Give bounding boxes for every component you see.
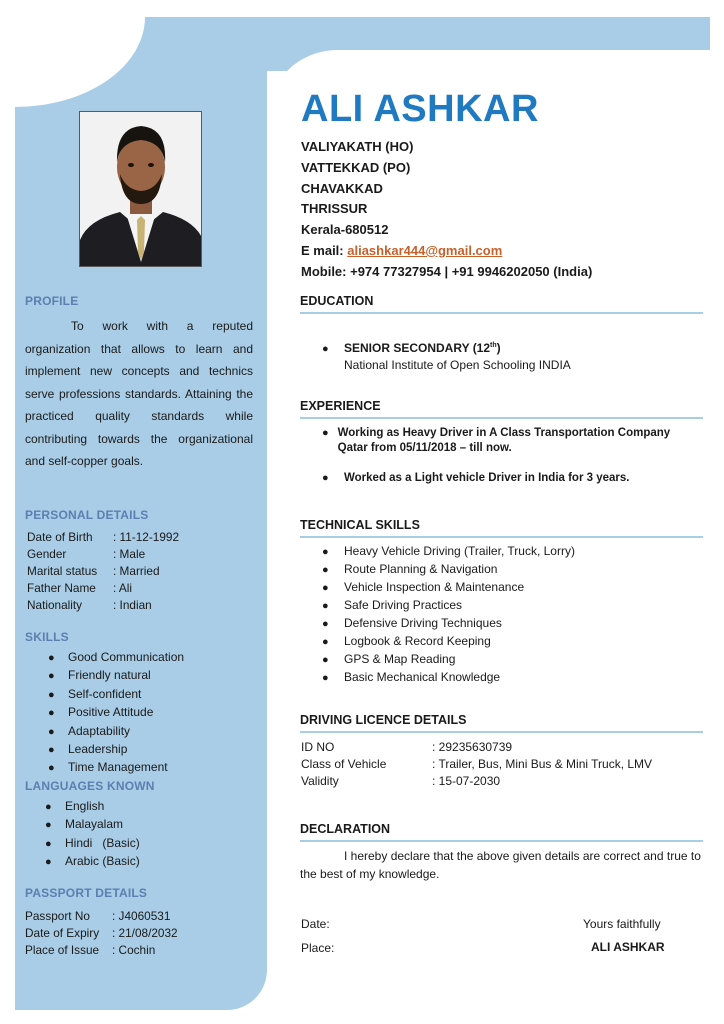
personal-value: : Male bbox=[113, 547, 146, 561]
technical-skills-heading: TECHNICAL SKILLS bbox=[300, 518, 703, 538]
licence-value: : 15-07-2030 bbox=[432, 774, 501, 788]
language-label: English bbox=[65, 799, 105, 813]
bullet-icon: ● bbox=[48, 725, 55, 738]
technical-skill: Logbook & Record Keeping bbox=[344, 634, 491, 648]
list-item bbox=[322, 337, 571, 374]
passport-row bbox=[25, 942, 178, 959]
skill-label: Adaptability bbox=[68, 723, 131, 738]
education-level-close: ) bbox=[496, 341, 501, 355]
skill-label: Leadership bbox=[68, 742, 128, 757]
list-item bbox=[322, 651, 575, 669]
personal-value: : 11-12-1992 bbox=[113, 530, 180, 544]
closing-text: Yours faithfully bbox=[583, 917, 661, 931]
email-line bbox=[301, 241, 592, 262]
personal-row bbox=[27, 546, 179, 563]
list-item bbox=[322, 579, 575, 597]
skill-label: Good Communication bbox=[68, 650, 185, 664]
list-item bbox=[322, 543, 575, 561]
education-heading: EDUCATION bbox=[300, 294, 703, 314]
list-item bbox=[45, 853, 140, 871]
licence-label: Class of Vehicle bbox=[301, 757, 387, 771]
licence-label: Validity bbox=[301, 774, 339, 788]
email-link[interactable]: aliashkar444@gmail.com bbox=[347, 242, 503, 258]
list-item bbox=[322, 633, 575, 651]
bullet-icon: ● bbox=[45, 819, 52, 832]
personal-row bbox=[27, 580, 179, 597]
skills-heading: SKILLS bbox=[25, 630, 69, 644]
list-item bbox=[48, 704, 184, 722]
address-line: CHAVAKKAD bbox=[301, 180, 383, 196]
list-item bbox=[45, 816, 140, 834]
education-institute: National Institute of Open Schooling INDIA bbox=[344, 358, 571, 372]
list-item bbox=[48, 741, 184, 759]
technical-skills-list bbox=[322, 543, 575, 687]
licence-value: : 29235630739 bbox=[432, 740, 513, 754]
experience-item: Worked as a Light vehicle Driver in India for 3 years. bbox=[344, 472, 630, 484]
skill-label: Time Management bbox=[68, 760, 168, 775]
licence-heading: DRIVING LICENCE DETAILS bbox=[300, 713, 703, 733]
candidate-name: ALI ASHKAR bbox=[301, 88, 539, 130]
technical-skill: Defensive Driving Techniques bbox=[344, 616, 502, 630]
personal-label: Date of Birth bbox=[27, 530, 93, 544]
declaration-text: I hereby declare that the above given details are correct and true to the best of my knowledge. bbox=[300, 849, 701, 881]
licence-value: : Trailer, Bus, Mini Bus & Mini Truck, LMV bbox=[432, 757, 653, 771]
language-label: Malayalam bbox=[65, 817, 124, 832]
personal-value: : Married bbox=[113, 564, 160, 578]
bullet-icon: ● bbox=[322, 672, 329, 684]
list-item bbox=[322, 426, 700, 456]
personal-details-table bbox=[27, 529, 179, 614]
bullet-icon: ● bbox=[48, 688, 55, 701]
declaration-heading: DECLARATION bbox=[300, 822, 703, 842]
address-line: VALIYAKATH (HO) bbox=[301, 139, 414, 154]
passport-heading: PASSPORT DETAILS bbox=[25, 886, 148, 900]
technical-skill: Route Planning & Navigation bbox=[344, 562, 498, 576]
list-item bbox=[322, 615, 575, 633]
licence-row bbox=[301, 773, 652, 790]
address-line: VATTEKKAD (PO) bbox=[301, 159, 411, 175]
languages-heading: LANGUAGES KNOWN bbox=[25, 779, 155, 793]
bullet-icon: ● bbox=[322, 427, 329, 439]
personal-details-heading: PERSONAL DETAILS bbox=[25, 508, 149, 522]
bullet-icon: ● bbox=[322, 472, 329, 484]
experience-heading: EXPERIENCE bbox=[300, 399, 703, 419]
bullet-icon: ● bbox=[45, 856, 52, 869]
skills-list bbox=[48, 649, 184, 778]
profile-photo bbox=[79, 111, 202, 267]
profile-text: To work with a reputed organization that allows to learn and implement new concepts and technics serve professions standards. Attaining the practiced quality standards while contributing towards the organizational and self-copper goals. bbox=[25, 319, 253, 468]
personal-row bbox=[27, 563, 179, 580]
personal-label: Marital status bbox=[27, 564, 98, 578]
technical-skill: Basic Mechanical Knowledge bbox=[344, 670, 501, 684]
bullet-icon: ● bbox=[322, 582, 329, 594]
bullet-icon: ● bbox=[322, 546, 329, 558]
bullet-icon: ● bbox=[48, 762, 55, 775]
experience-item: Working as Heavy Driver in A Class Transportation Company Qatar from 05/11/2018 – till now. bbox=[337, 427, 671, 454]
passport-row bbox=[25, 925, 178, 942]
technical-skill: Vehicle Inspection & Maintenance bbox=[344, 580, 525, 594]
mobile-line: Mobile: +974 77327954 | +91 9946202050 (India) bbox=[301, 263, 593, 279]
bullet-icon: ● bbox=[322, 564, 329, 576]
bullet-icon: ● bbox=[322, 636, 329, 648]
technical-skill: Heavy Vehicle Driving (Trailer, Truck, Lorry) bbox=[344, 544, 575, 558]
licence-row bbox=[301, 739, 652, 756]
personal-row bbox=[27, 529, 179, 546]
list-item bbox=[48, 759, 184, 777]
bullet-icon: ● bbox=[48, 652, 55, 664]
contact-block bbox=[301, 137, 592, 283]
date-label: Date: bbox=[301, 917, 330, 931]
list-item bbox=[48, 667, 184, 685]
list-item bbox=[322, 471, 700, 486]
bullet-icon: ● bbox=[45, 837, 52, 850]
bullet-icon: ● bbox=[45, 801, 52, 813]
address-line: THRISSUR bbox=[301, 201, 368, 217]
place-label: Place: bbox=[301, 941, 335, 955]
passport-label: Place of Issue bbox=[25, 943, 100, 957]
education-entry bbox=[344, 337, 571, 374]
skill-label: Positive Attitude bbox=[68, 705, 154, 720]
list-item bbox=[48, 686, 184, 704]
education-level-sup: th bbox=[490, 342, 497, 349]
passport-table bbox=[25, 908, 178, 959]
list-item bbox=[45, 798, 140, 816]
personal-label: Father Name bbox=[27, 581, 96, 595]
list-item bbox=[322, 669, 575, 687]
bullet-icon: ● bbox=[322, 654, 329, 666]
education-level: SENIOR SECONDARY (12 bbox=[344, 341, 491, 355]
signature-name: ALI ASHKAR bbox=[591, 940, 665, 954]
technical-skill: GPS & Map Reading bbox=[344, 652, 456, 666]
passport-row bbox=[25, 908, 178, 925]
list-item bbox=[45, 835, 140, 853]
licence-row bbox=[301, 756, 652, 773]
languages-list bbox=[45, 798, 140, 872]
address-line: Kerala-680512 bbox=[301, 222, 389, 238]
list-item bbox=[322, 597, 575, 615]
personal-value: : Ali bbox=[113, 581, 133, 595]
passport-label: Date of Expiry bbox=[25, 926, 100, 940]
person-portrait-icon bbox=[80, 112, 202, 267]
language-label: Arabic (Basic) bbox=[65, 854, 140, 869]
language-label: Hindi (Basic) bbox=[65, 835, 140, 850]
licence-table bbox=[301, 739, 652, 790]
personal-value: : Indian bbox=[113, 598, 152, 612]
bullet-icon: ● bbox=[48, 744, 55, 757]
skill-label: Self-confident bbox=[68, 686, 142, 701]
bullet-icon: ● bbox=[322, 618, 329, 630]
passport-label: Passport No bbox=[25, 909, 90, 923]
skill-label: Friendly natural bbox=[68, 668, 151, 683]
profile-heading: PROFILE bbox=[25, 294, 79, 308]
list-item bbox=[48, 649, 184, 667]
list-item bbox=[48, 723, 184, 741]
passport-value: : Cochin bbox=[112, 943, 156, 957]
personal-row bbox=[27, 597, 179, 614]
email-label: E mail: bbox=[301, 242, 348, 258]
bullet-icon: ● bbox=[48, 707, 55, 720]
personal-label: Nationality bbox=[27, 598, 83, 612]
licence-label: ID NO bbox=[301, 740, 335, 754]
bullet-icon: ● bbox=[322, 600, 329, 612]
bullet-icon: ● bbox=[48, 670, 55, 683]
technical-skill: Safe Driving Practices bbox=[344, 598, 463, 612]
experience-list bbox=[322, 426, 700, 486]
bullet-icon: ● bbox=[322, 343, 329, 355]
education-list bbox=[322, 337, 571, 374]
passport-value: : 21/08/2032 bbox=[112, 926, 178, 940]
passport-value: : J4060531 bbox=[112, 909, 171, 923]
list-item bbox=[322, 561, 575, 579]
personal-label: Gender bbox=[27, 547, 67, 561]
